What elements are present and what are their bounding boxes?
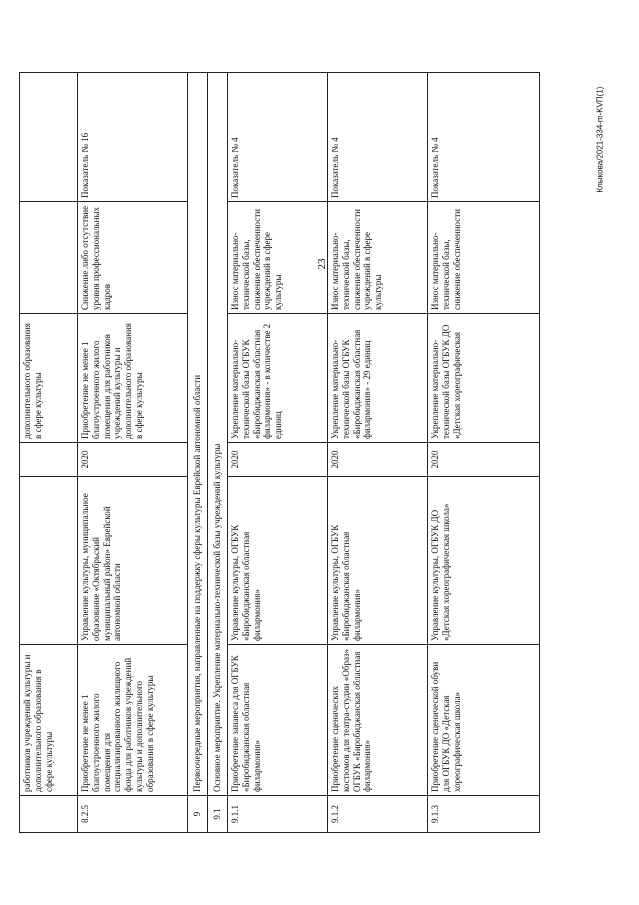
document-stamp: Клыкова/2021-334-m-KVП(1) [595, 86, 605, 193]
row-number-cell: 8.2.5 [78, 796, 188, 833]
executor-cell: Управление культуры, муниципальное образование «Октябрьский муниципальный район» Еврейской автономной области [78, 477, 188, 645]
year-cell: 2020 [78, 443, 188, 477]
table-row [188, 73, 208, 833]
consequence-cell [20, 202, 78, 314]
row-number-cell [20, 796, 78, 833]
row-number-cell: 9.1.3 [428, 796, 540, 833]
year-cell: 2020 [228, 443, 328, 477]
activity-cell: работников учреждений культуры и дополнительного образования в сфере культуры [20, 645, 78, 796]
activity-cell: Приобретение сценической обуви для ОГБУК ДО «Детская хореографическая школа» [428, 645, 540, 796]
result-cell: Укрепление материально-технической базы ОГБУК ДО «Детская хореографическая [428, 314, 540, 443]
consequence-cell: Износ материально-технической базы, снижение обеспеченности [428, 202, 540, 314]
indicator-cell: Показатель № 4 [228, 73, 328, 202]
table-row [20, 73, 78, 833]
consequence-cell: Износ материально-технической базы, снижение обеспеченности учреждений в сфере культуры [228, 202, 328, 314]
activity-cell: Приобретение занавеса для ОГБУК «Биробиджанская областная филармония» [228, 645, 328, 796]
indicator-cell [20, 73, 78, 202]
row-number-cell: 9.1 [208, 796, 228, 833]
result-cell: Приобретение не менее 1 благоустроенного жилого помещения для работников учреждений культуры и дополнительного образования в сфере культуры [78, 314, 188, 443]
program-table [19, 73, 539, 833]
row-number-cell: 9 [188, 796, 208, 833]
indicator-cell: Показатель № 16 [78, 73, 188, 202]
indicator-cell: Показатель № 4 [328, 73, 428, 202]
table-row [208, 73, 228, 833]
page-number: 23 [316, 258, 328, 270]
section-heading: Первоочередные мероприятия, направленные на поддержку сферы культуры Еврейской автономной области [188, 73, 208, 796]
row-number-cell: 9.1.2 [328, 796, 428, 833]
activity-cell: Приобретение не менее 1 благоустроенного жилого помещения для специализированного жилищного фонда для работников учреждений культуры и дополнительного образования в сфере культуры [78, 645, 188, 796]
table-row [428, 73, 540, 833]
consequence-cell: Снижение либо отсутствие уровня профессиональных кадров [78, 202, 188, 314]
year-cell: 2020 [428, 443, 540, 477]
indicator-cell: Показатель № 4 [428, 73, 540, 202]
activity-cell: Приобретение сценических костюмов для театра-студии «Образ» ОГБУК «Биробиджанская областная филармония» [328, 645, 428, 796]
row-number-cell: 9.1.1 [228, 796, 328, 833]
consequence-cell: Износ материально-технической базы, снижение обеспеченности учреждений в сфере культуры [328, 202, 428, 314]
executor-cell: Управление культуры, ОГБУК «Биробиджанская областная филармония» [228, 477, 328, 645]
table-row [78, 73, 188, 833]
table-row [328, 73, 428, 833]
table-row [228, 73, 328, 833]
result-cell: дополнительного образования в сфере культуры [20, 314, 78, 443]
executor-cell [20, 477, 78, 645]
executor-cell: Управление культуры, ОГБУК «Биробиджанская областная филармония» [328, 477, 428, 645]
year-cell [20, 443, 78, 477]
result-cell: Укрепление материально-технической базы ОГБУК «Биробиджанская областная филармония» - в количестве 2 единиц [228, 314, 328, 443]
section-heading: Основное мероприятие. Укрепление материально-технической базы учреждений культуры [208, 73, 228, 796]
result-cell: Укрепление материально-технической базы ОГБУК «Биробиджанская областная филармония» - 29 единиц [328, 314, 428, 443]
year-cell: 2020 [328, 443, 428, 477]
executor-cell: Управление культуры, ОГБУК ДО «Детская хореографическая школа» [428, 477, 540, 645]
